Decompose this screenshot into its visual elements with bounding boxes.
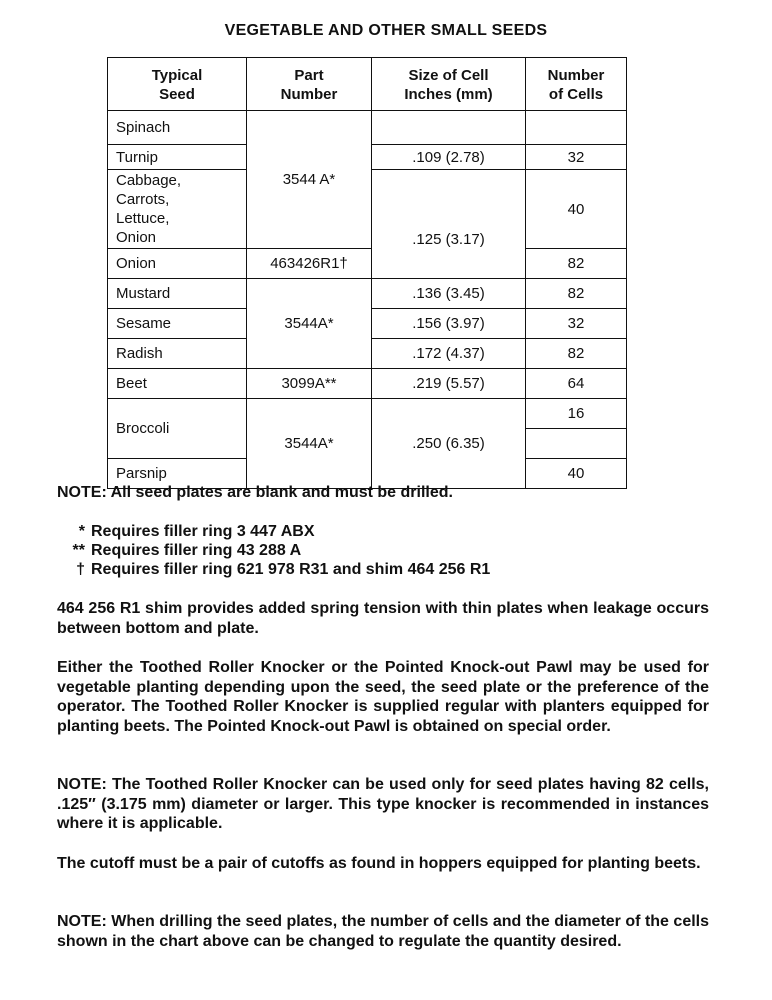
size-cell: .250 (6.35)	[372, 399, 526, 489]
seed-cell: Mustard	[108, 279, 247, 309]
cells-cell: 64	[526, 369, 627, 399]
table-row	[108, 111, 627, 145]
table-row	[108, 369, 627, 399]
size-cell: .156 (3.97)	[372, 309, 526, 339]
table-row	[108, 399, 627, 429]
header-part-number: Part Number	[247, 58, 372, 111]
footnote: † Requires filler ring 621 978 R31 and shim 464 256 R1	[76, 561, 491, 578]
cells-spacer-cell	[526, 429, 627, 459]
paragraph-shim: 464 256 R1 shim provides added spring tension with thin plates when leakage occurs between bottom and plate.	[57, 600, 709, 637]
note-toothed-roller: NOTE: The Toothed Roller Knocker can be used only for seed plates having 82 cells, .125″ (3.175 mm) diameter or larger. This type knocker is recommended in instances where it is applicable.	[57, 776, 709, 833]
size-cell: .172 (4.37)	[372, 339, 526, 369]
note-blank-plates: NOTE: All seed plates are blank and must be drilled.	[57, 484, 453, 501]
seed-cell: Onion	[108, 249, 247, 279]
table-header-row	[108, 58, 627, 111]
table-row	[108, 279, 627, 309]
paragraph-knocker: Either the Toothed Roller Knocker or the Pointed Knock-out Pawl may be used for vegetable planting depending upon the seed, the seed plate or the preference of the operator. The Toothed Roller Knocker is supplied regular with planters equipped for planting beets. The Pointed Knock-out Pawl is obtained on special order.	[57, 659, 709, 735]
seed-cell: Turnip	[108, 145, 247, 170]
cells-cell: 40	[526, 170, 627, 249]
seed-cell: Radish	[108, 339, 247, 369]
seed-cell: Broccoli	[108, 399, 247, 459]
header-number-of-cells: Number of Cells	[526, 58, 627, 111]
size-cell: .125 (3.17)	[372, 170, 526, 279]
header-typical-seed: Typical Seed	[108, 58, 247, 111]
size-cell: .219 (5.57)	[372, 369, 526, 399]
seed-cell: Beet	[108, 369, 247, 399]
cells-cell	[526, 111, 627, 145]
cells-cell: 16	[526, 399, 627, 429]
seed-plate-table	[107, 57, 627, 489]
page-title: VEGETABLE AND OTHER SMALL SEEDS	[224, 22, 548, 39]
seed-cell: Cabbage, Carrots, Lettuce, Onion	[108, 170, 247, 249]
cells-cell: 32	[526, 309, 627, 339]
part-cell: 463426R1†	[247, 249, 372, 279]
paragraph-cutoff: The cutoff must be a pair of cutoffs as found in hoppers equipped for planting beets.	[57, 855, 701, 872]
seed-cell: Parsnip	[108, 459, 247, 489]
seed-cell: Spinach	[108, 111, 247, 145]
part-cell: 3099A**	[247, 369, 372, 399]
cells-cell: 82	[526, 249, 627, 279]
size-cell	[372, 111, 526, 145]
cells-cell: 82	[526, 339, 627, 369]
header-cell-size: Size of Cell Inches (mm)	[372, 58, 526, 111]
part-cell: 3544A*	[247, 279, 372, 369]
size-cell: .136 (3.45)	[372, 279, 526, 309]
footnote: ** Requires filler ring 43 288 A	[72, 542, 302, 559]
part-cell: 3544 A*	[247, 111, 372, 249]
part-cell: 3544A*	[247, 399, 372, 489]
note-drilling: NOTE: When drilling the seed plates, the number of cells and the diameter of the cells shown in the chart above can be changed to regulate the quantity desired.	[57, 913, 709, 950]
table-row	[108, 249, 627, 279]
seed-cell: Sesame	[108, 309, 247, 339]
cells-cell: 82	[526, 279, 627, 309]
cells-cell: 32	[526, 145, 627, 170]
cells-cell: 40	[526, 459, 627, 489]
footnote: * Requires filler ring 3 447 ABX	[78, 523, 315, 540]
size-cell: .109 (2.78)	[372, 145, 526, 170]
